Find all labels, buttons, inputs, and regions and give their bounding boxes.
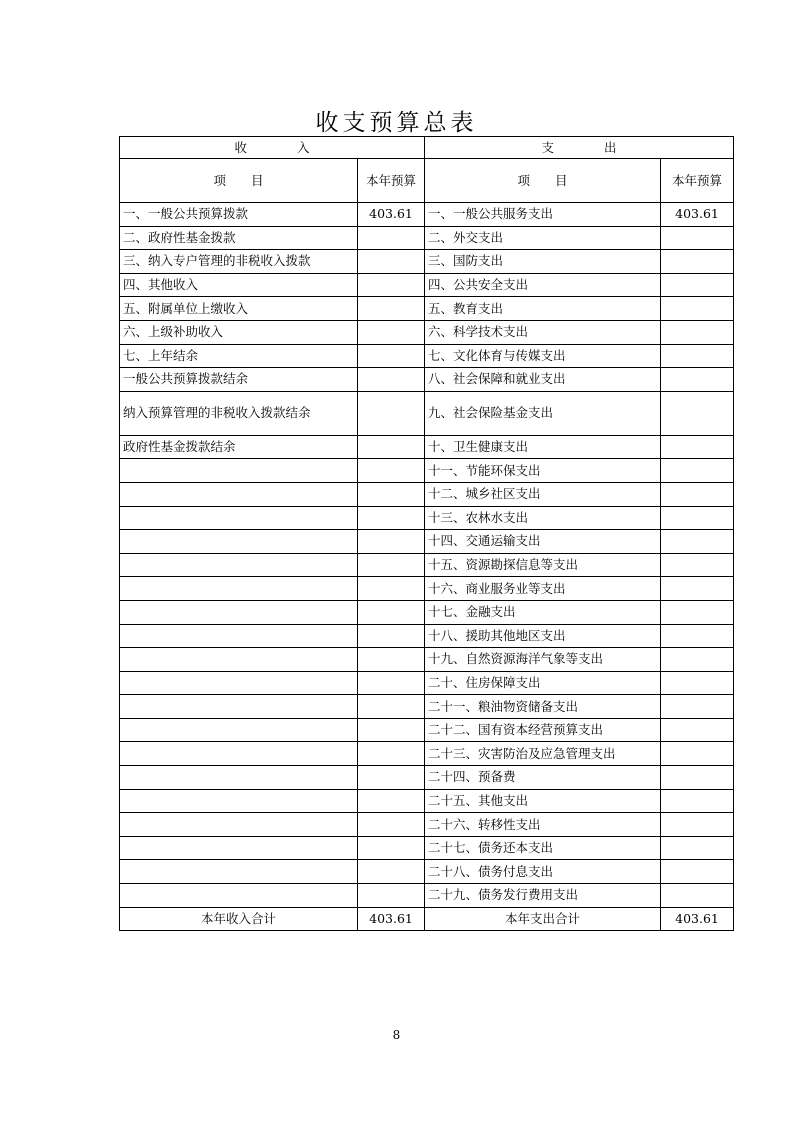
expense-value-cell — [661, 344, 734, 368]
income-value-cell — [358, 482, 425, 506]
income-value-cell — [358, 648, 425, 672]
expense-value-cell — [661, 766, 734, 790]
expense-value-cell — [661, 695, 734, 719]
income-value-cell — [358, 836, 425, 860]
table-row — [120, 459, 734, 483]
expense-item-cell: 十七、金融支出 — [425, 600, 661, 624]
expense-value-cell — [661, 226, 734, 250]
expense-value-cell — [661, 718, 734, 742]
expense-value-cell — [661, 836, 734, 860]
expense-item-cell: 十九、自然资源海洋气象等支出 — [425, 648, 661, 672]
expense-value-cell — [661, 742, 734, 766]
table-row — [120, 203, 734, 227]
table-row — [120, 695, 734, 719]
income-item-cell — [120, 506, 358, 530]
income-item-cell — [120, 718, 358, 742]
income-value-cell — [358, 860, 425, 884]
expense-value-cell — [661, 435, 734, 459]
expense-total-value: 403.61 — [661, 907, 734, 931]
expense-value-cell — [661, 506, 734, 530]
income-value-cell — [358, 813, 425, 837]
income-item-cell — [120, 695, 358, 719]
totals-row — [120, 907, 734, 931]
expense-value-cell — [661, 368, 734, 392]
expense-item-cell: 二、外交支出 — [425, 226, 661, 250]
expense-value-cell — [661, 813, 734, 837]
income-value-cell — [358, 391, 425, 435]
table-row — [120, 789, 734, 813]
table-row — [120, 648, 734, 672]
expense-value-cell — [661, 671, 734, 695]
expense-item-cell: 二十七、债务还本支出 — [425, 836, 661, 860]
expense-item-cell: 十、卫生健康支出 — [425, 435, 661, 459]
income-value-cell — [358, 530, 425, 554]
income-item-cell: 一般公共预算拨款结余 — [120, 368, 358, 392]
page-title: 收支预算总表 — [315, 110, 478, 136]
income-item-cell — [120, 624, 358, 648]
table-row — [120, 344, 734, 368]
income-value-cell — [358, 718, 425, 742]
expense-item-cell: 二十六、转移性支出 — [425, 813, 661, 837]
table-row — [120, 391, 734, 435]
income-value-cell — [358, 344, 425, 368]
expense-item-cell: 十二、城乡社区支出 — [425, 482, 661, 506]
table-row — [120, 718, 734, 742]
income-item-cell: 一、一般公共预算拨款 — [120, 203, 358, 227]
income-item-cell: 三、纳入专户管理的非税收入拨款 — [120, 250, 358, 274]
income-item-cell — [120, 671, 358, 695]
income-item-cell — [120, 648, 358, 672]
expense-value-cell — [661, 577, 734, 601]
expense-budget-header: 本年预算 — [661, 159, 734, 203]
table-row — [120, 530, 734, 554]
table-row — [120, 553, 734, 577]
expense-item-cell: 一、一般公共服务支出 — [425, 203, 661, 227]
income-section-header: 收 入 — [120, 137, 425, 159]
income-item-cell — [120, 884, 358, 908]
income-value-cell — [358, 553, 425, 577]
expense-item-cell: 九、社会保险基金支出 — [425, 391, 661, 435]
table-row — [120, 320, 734, 344]
income-total-label: 本年收入合计 — [120, 907, 358, 931]
expense-value-cell — [661, 530, 734, 554]
income-item-cell — [120, 530, 358, 554]
table-row — [120, 742, 734, 766]
expense-total-label: 本年支出合计 — [425, 907, 661, 931]
expense-item-cell: 十五、资源勘探信息等支出 — [425, 553, 661, 577]
page-number: 8 — [392, 1028, 401, 1042]
income-item-cell — [120, 813, 358, 837]
table-row — [120, 506, 734, 530]
expense-value-cell — [661, 391, 734, 435]
expense-item-cell: 八、社会保障和就业支出 — [425, 368, 661, 392]
expense-item-cell: 二十四、预备费 — [425, 766, 661, 790]
table-row — [120, 435, 734, 459]
expense-item-cell: 十六、商业服务业等支出 — [425, 577, 661, 601]
income-item-cell: 政府性基金拨款结余 — [120, 435, 358, 459]
income-item-cell: 二、政府性基金拨款 — [120, 226, 358, 250]
expense-item-cell: 十四、交通运输支出 — [425, 530, 661, 554]
expense-item-cell: 七、文化体育与传媒支出 — [425, 344, 661, 368]
income-value-cell — [358, 435, 425, 459]
table-row — [120, 671, 734, 695]
table-row — [120, 766, 734, 790]
table-row — [120, 297, 734, 321]
income-item-cell: 四、其他收入 — [120, 273, 358, 297]
income-value-cell — [358, 766, 425, 790]
section-header-row — [120, 137, 734, 159]
expense-item-cell: 十三、农林水支出 — [425, 506, 661, 530]
expense-item-cell: 十八、援助其他地区支出 — [425, 624, 661, 648]
table-row — [120, 860, 734, 884]
income-item-cell — [120, 459, 358, 483]
expense-value-cell — [661, 482, 734, 506]
income-item-cell: 七、上年结余 — [120, 344, 358, 368]
expense-section-header: 支 出 — [425, 137, 734, 159]
table-row — [120, 600, 734, 624]
income-value-cell — [358, 297, 425, 321]
income-value-cell — [358, 459, 425, 483]
income-item-cell — [120, 600, 358, 624]
expense-item-cell: 二十三、灾害防治及应急管理支出 — [425, 742, 661, 766]
expense-value-cell — [661, 273, 734, 297]
expense-value-cell — [661, 297, 734, 321]
table-row — [120, 226, 734, 250]
expense-item-cell: 十一、节能环保支出 — [425, 459, 661, 483]
table-row — [120, 813, 734, 837]
expense-item-cell: 四、公共安全支出 — [425, 273, 661, 297]
expense-item-cell: 二十八、债务付息支出 — [425, 860, 661, 884]
income-value-cell: 403.61 — [358, 203, 425, 227]
expense-item-cell: 二十、住房保障支出 — [425, 671, 661, 695]
income-total-value: 403.61 — [358, 907, 425, 931]
expense-item-header: 项 目 — [425, 159, 661, 203]
expense-item-cell: 五、教育支出 — [425, 297, 661, 321]
income-item-cell — [120, 553, 358, 577]
expense-item-cell: 六、科学技术支出 — [425, 320, 661, 344]
table-row — [120, 836, 734, 860]
income-value-cell — [358, 600, 425, 624]
income-item-cell: 五、附属单位上缴收入 — [120, 297, 358, 321]
income-value-cell — [358, 320, 425, 344]
income-item-cell: 六、上级补助收入 — [120, 320, 358, 344]
expense-item-cell: 二十五、其他支出 — [425, 789, 661, 813]
expense-value-cell — [661, 320, 734, 344]
income-value-cell — [358, 742, 425, 766]
income-item-cell — [120, 836, 358, 860]
income-value-cell — [358, 789, 425, 813]
income-item-header: 项 目 — [120, 159, 358, 203]
income-item-cell — [120, 860, 358, 884]
income-value-cell — [358, 226, 425, 250]
income-item-cell — [120, 789, 358, 813]
income-value-cell — [358, 695, 425, 719]
income-value-cell — [358, 884, 425, 908]
expense-value-cell — [661, 624, 734, 648]
income-value-cell — [358, 368, 425, 392]
income-item-cell — [120, 482, 358, 506]
table-row — [120, 250, 734, 274]
table-row — [120, 624, 734, 648]
income-value-cell — [358, 506, 425, 530]
income-value-cell — [358, 577, 425, 601]
income-item-cell: 纳入预算管理的非税收入拨款结余 — [120, 391, 358, 435]
expense-item-cell: 二十九、债务发行费用支出 — [425, 884, 661, 908]
expense-item-cell: 二十一、粮油物资储备支出 — [425, 695, 661, 719]
income-value-cell — [358, 273, 425, 297]
budget-summary-table — [119, 136, 734, 931]
income-value-cell — [358, 250, 425, 274]
expense-value-cell — [661, 600, 734, 624]
income-item-cell — [120, 577, 358, 601]
expense-value-cell — [661, 860, 734, 884]
expense-value-cell — [661, 648, 734, 672]
column-header-row — [120, 159, 734, 203]
table-row — [120, 884, 734, 908]
table-row — [120, 273, 734, 297]
table-row — [120, 482, 734, 506]
expense-value-cell — [661, 459, 734, 483]
expense-value-cell — [661, 884, 734, 908]
table-row — [120, 577, 734, 601]
income-budget-header: 本年预算 — [358, 159, 425, 203]
expense-item-cell: 二十二、国有资本经营预算支出 — [425, 718, 661, 742]
income-item-cell — [120, 742, 358, 766]
expense-value-cell — [661, 553, 734, 577]
table-row — [120, 368, 734, 392]
expense-value-cell — [661, 250, 734, 274]
income-value-cell — [358, 671, 425, 695]
income-value-cell — [358, 624, 425, 648]
expense-item-cell: 三、国防支出 — [425, 250, 661, 274]
expense-value-cell — [661, 789, 734, 813]
income-item-cell — [120, 766, 358, 790]
expense-value-cell: 403.61 — [661, 203, 734, 227]
